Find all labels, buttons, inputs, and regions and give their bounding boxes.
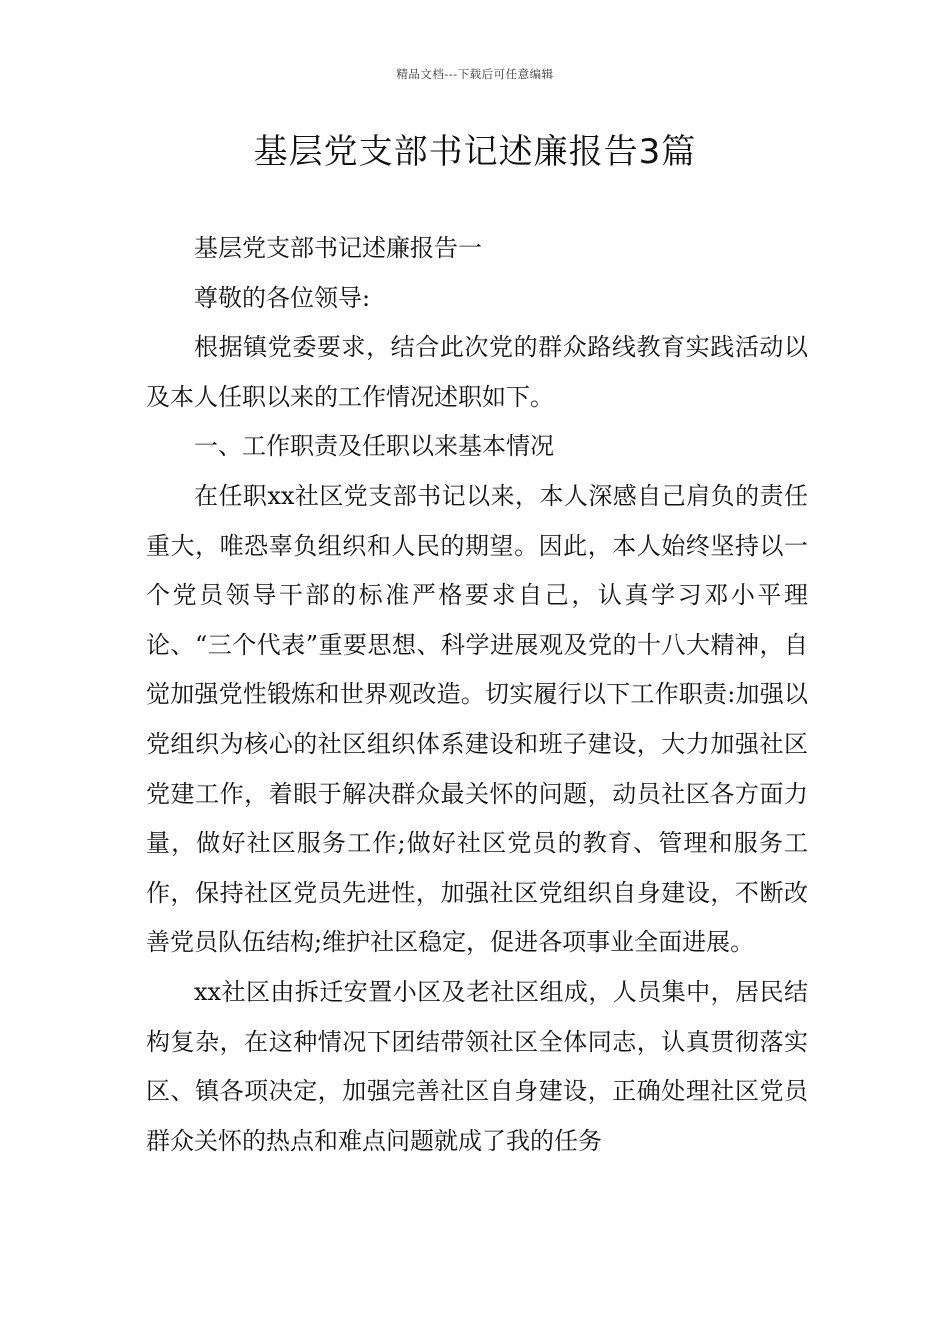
header-note: 精品文档---下载后可任意编辑: [396, 67, 554, 81]
body-paragraph: 在任职xx社区党支部书记以来，本人深感自己肩负的责任重大，唯恐辜负组织和人民的期望。因此，本人始终坚持以一个党员领导干部的标准严格要求自己，认真学习邓小平理论、“三个代表”重要思想、科学进展观及党的十八大精神，自觉加强党性锻炼和世界观改造。切实履行以下工作职责:加强以党组织为核心的社区组织体系建设和班子建设，大力加强社区党建工作，着眼于解决群众最关怀的问题，动员社区各方面力量，做好社区服务工作;做好社区党员的教育、管理和服务工作，保持社区党员先进性，加强社区党组织自身建设，不断改善党员队伍结构;维护社区稳定，促进各项事业全面进展。: [146, 481, 808, 957]
section-heading: 一、工作职责及任职以来基本情况: [194, 432, 554, 461]
body-paragraph: 根据镇党委要求，结合此次党的群众路线教育实践活动以及本人任职以来的工作情况述职如下。: [146, 333, 808, 411]
document-body: [146, 224, 808, 1166]
section-heading: 基层党支部书记述廉报告一: [194, 234, 482, 262]
document-title: 基层党支部书记述廉报告3篇: [253, 132, 697, 172]
salutation: 尊敬的各位领导:: [194, 283, 371, 312]
body-paragraph: xx社区由拆迁安置小区及老社区组成，人员集中，居民结构复杂，在这种情况下团结带领社区全体同志，认真贯彻落实区、镇各项决定，加强完善社区自身建设，正确处理社区党员群众关怀的热点和难点问题就成了我的任务: [146, 977, 808, 1155]
